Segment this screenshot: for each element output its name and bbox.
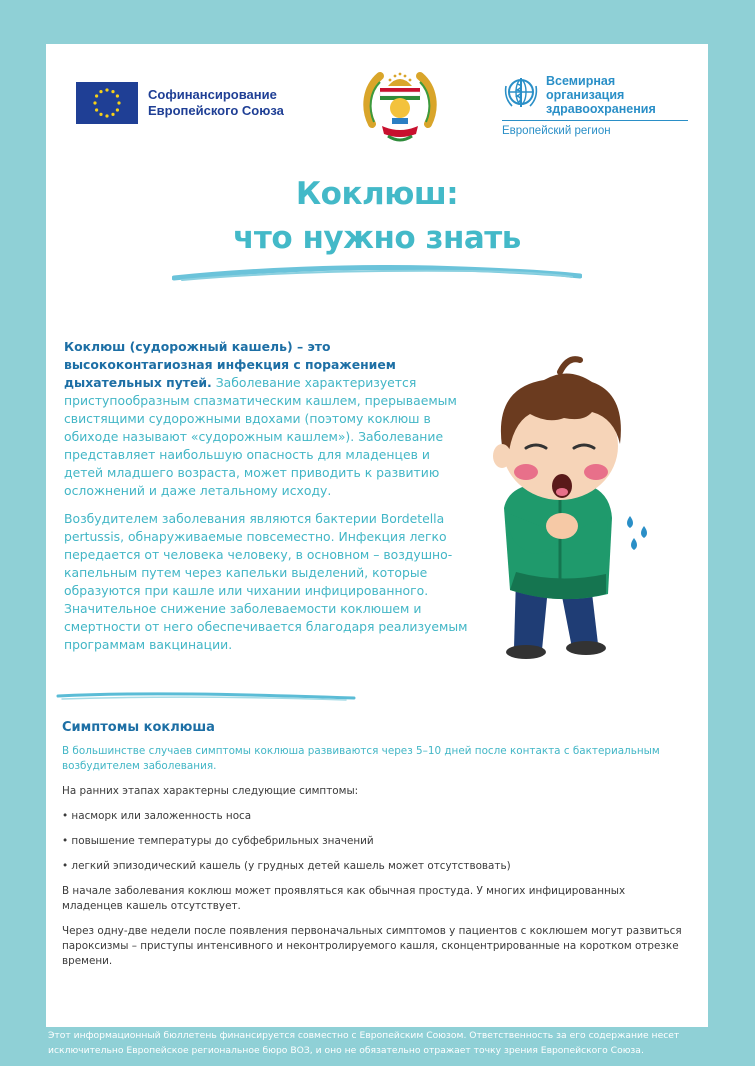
title-line2: что нужно знать — [233, 220, 521, 256]
intro-para2: Возбудителем заболевания являются бактерии Bordetella pertussis, обнаруживаемые повсеместно. Инфекция легко передается от человека человеку, в основном – воздушно-капельным путем через капельки выделений, которые образуются при кашле или чихании инфицированного. Значительное снижение заболеваемости коклюшем и смертности от него обеспечивается благодаря реализуемым программам вакцинации. — [64, 511, 468, 652]
eu-text-line1: Софинансирование — [148, 87, 277, 102]
who-emblem-icon — [502, 76, 540, 114]
title-line1: Коклюш: — [295, 176, 459, 212]
symptoms-early: На ранних этапах характерны следующие симптомы: — [62, 785, 359, 797]
tajikistan-emblem-icon — [358, 64, 442, 148]
footer-disclaimer: Этот информационный бюллетень финансируется совместно с Европейским Союзом. Ответственность за его содержание несет исключительно Европейское региональное бюро ВОЗ, и оно не обязательно отражает точку зрения Европейского Союза. — [48, 1030, 680, 1056]
brush-stroke-divider-2 — [56, 688, 356, 708]
brush-stroke-divider — [172, 262, 582, 286]
symptoms-intro: В большинстве случаев симптомы коклюша развиваются через 5–10 дней после контакта с бактериальным возбудителем заболевания. — [62, 745, 660, 772]
symptom-bullet: • повышение температуры до субфебрильных значений — [62, 835, 374, 847]
coughing-child-illustration — [464, 348, 664, 660]
who-divider — [502, 120, 688, 121]
intro-para1: Заболевание характеризуется приступообразным спазматическим кашлем, прерываемым свистящими судорожными вдохами (поэтому коклюш в обиходе называют «судорожным кашлем»). Заболевание представляет наибольшую опасность для младенцев и детей младшего возраста, может приводить к развитию осложнений и даже летальному исходу. — [64, 375, 457, 498]
eu-flag-icon — [76, 82, 138, 124]
symptom-bullet: • насморк или заложенность носа — [62, 810, 252, 822]
symptoms-heading: Симптомы коклюша — [62, 720, 215, 735]
who-text-line1: Всемирная организация — [546, 74, 625, 102]
eu-cofunding-logo — [76, 82, 284, 124]
symptoms-section — [62, 720, 682, 979]
intro-lead: Коклюш (судорожный кашель) – это высококонтагиозная инфекция с поражением дыхательных путей. — [64, 339, 396, 390]
symptom-bullet: • легкий эпизодический кашель (у грудных детей кашель может отсутствовать) — [62, 860, 511, 872]
intro-section — [64, 338, 472, 654]
who-region: Европейский регион — [502, 125, 611, 137]
document-page — [46, 44, 708, 1027]
page-title — [46, 172, 708, 260]
symptoms-para-b: Через одну-две недели после появления первоначальных симптомов у пациентов с коклюшем могут развиться пароксизмы – приступы интенсивного и неконтролируемого кашля, сконцентрированные на коротком отрезке времени. — [62, 925, 682, 967]
who-logo — [502, 74, 688, 137]
symptoms-para-a: В начале заболевания коклюш может проявляться как обычная простуда. У многих инфицированных младенцев кашель отсутствует. — [62, 885, 626, 912]
eu-text-line2: Европейского Союза — [148, 103, 284, 118]
who-text-line2: здравоохранения — [546, 102, 656, 116]
